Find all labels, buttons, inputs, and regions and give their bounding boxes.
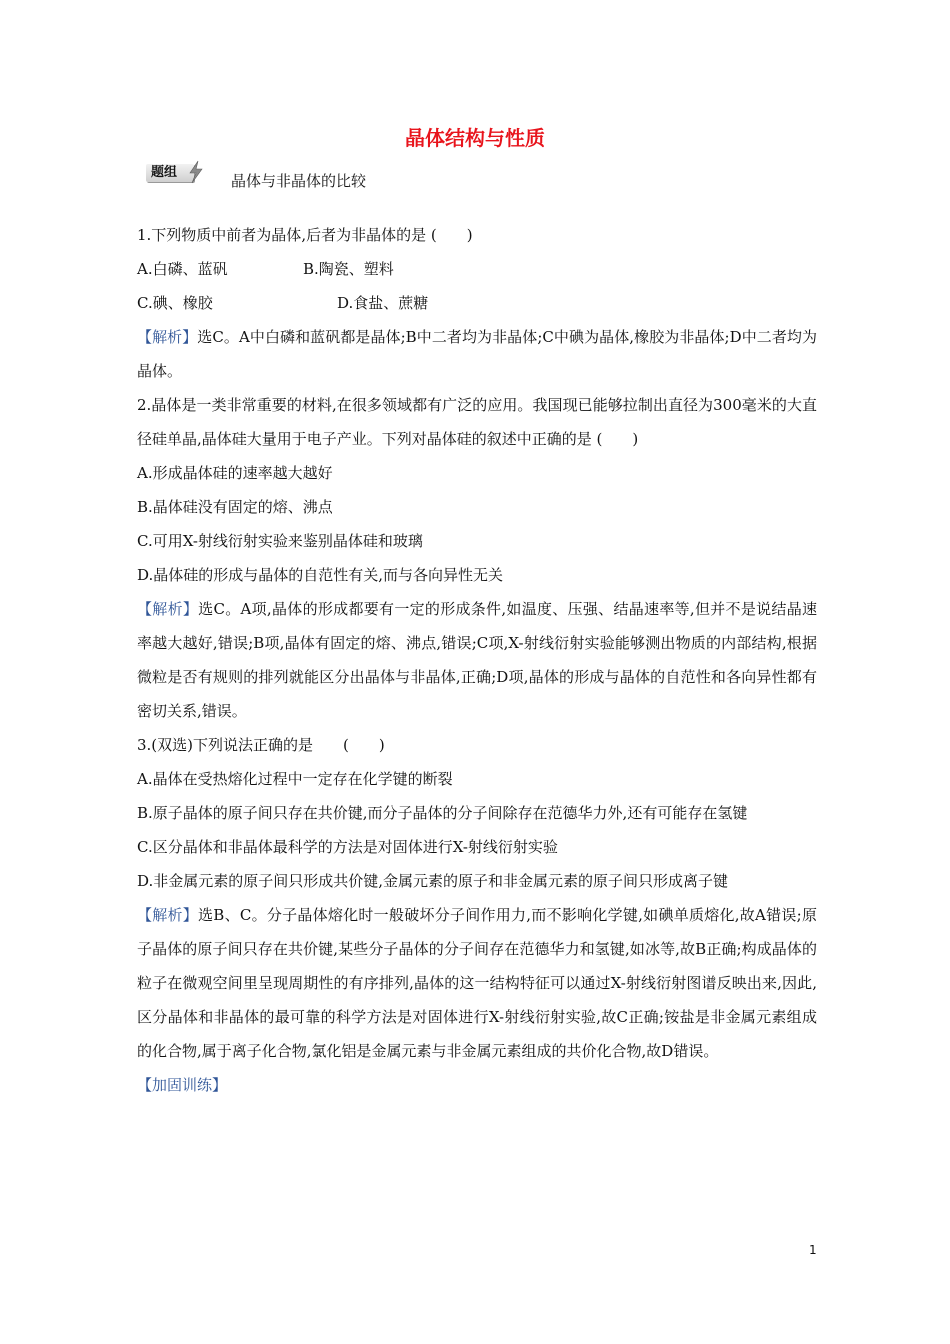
analysis-text: 选B、C。分子晶体熔化时一般破坏分子间作用力,而不影响化学键,如碘单质熔化,故A错误;原子晶体的原子间只存在共价键,某些分子晶体的分子间存在范德华力和氢键,如冰等,故B正确;构成晶体的粒子在微观空间里呈现周期性的有序排列,晶体的这一结构特征可以通过X-射线衍射图谱反映出来,因此,区分晶体和非晶体的最可靠的科学方法是对固体进行X-射线衍射实验,故C正确;铵盐是非金属元素组成的化合物,属于离子化合物,氯化铝是金属元素与非金属元素组成的共价化合物,故D错误。 bbox=[137, 906, 817, 1060]
analysis-text: 选C。A中白磷和蓝矾都是晶体;B中二者均为非晶体;C中碘为晶体,橡胶为非晶体;D中二者均为晶体。 bbox=[137, 328, 817, 380]
analysis-tag: 【解析】 bbox=[137, 600, 199, 618]
question-3-option-d: D.非金属元素的原子间只形成共价键,金属元素的原子和非金属元素的原子间只形成离子键 bbox=[137, 872, 729, 890]
question-1-options-row-1 bbox=[137, 252, 817, 286]
lightning-icon bbox=[186, 160, 204, 184]
question-2-option-d: D.晶体硅的形成与晶体的自范性有关,而与各向异性无关 bbox=[137, 566, 504, 584]
group-title: 晶体与非晶体的比较 bbox=[231, 172, 367, 190]
question-3-option-c: C.区分晶体和非晶体最科学的方法是对固体进行X-射线衍射实验 bbox=[137, 838, 558, 856]
training-heading: 【加固训练】 bbox=[137, 1076, 228, 1094]
question-1-options-row-2 bbox=[137, 286, 817, 320]
analysis-text: 选C。A项,晶体的形成都要有一定的形成条件,如温度、压强、结晶速率等,但并不是说结晶速率越大越好,错误;B项,晶体有固定的熔、沸点,错误;C项,X-射线衍射实验能够测出物质的内部结构,根据微粒是否有规则的排列就能区分出晶体与非晶体,正确;D项,晶体的形成与晶体的自范性和各向异性都有密切关系,错误。 bbox=[137, 600, 817, 720]
question-1-option-d: D.食盐、蔗糖 bbox=[337, 294, 429, 312]
document-title: 晶体结构与性质 bbox=[405, 126, 545, 150]
question-2-stem: 2.晶体是一类非常重要的材料,在很多领域都有广泛的应用。我国现已能够拉制出直径为300毫米的大直径硅单晶,晶体硅大量用于电子产业。下列对晶体硅的叙述中正确的是 ( ) bbox=[137, 396, 817, 448]
question-2-option-b: B.晶体硅没有固定的熔、沸点 bbox=[137, 498, 333, 516]
question-3-stem: 3.(双选)下列说法正确的是 ( ) bbox=[137, 736, 385, 754]
content bbox=[137, 218, 817, 1102]
badge-label: 题组 bbox=[151, 165, 178, 180]
question-3-option-a: A.晶体在受热熔化过程中一定存在化学键的断裂 bbox=[137, 770, 453, 788]
group-badge bbox=[146, 160, 206, 186]
page-number: 1 bbox=[809, 1243, 817, 1257]
question-2-option-a: A.形成晶体硅的速率越大越好 bbox=[137, 464, 333, 482]
question-2-analysis bbox=[137, 592, 817, 728]
question-3-option-b: B.原子晶体的原子间只存在共价键,而分子晶体的分子间除存在范德华力外,还有可能存在氢键 bbox=[137, 804, 748, 822]
question-1-option-c: C.碘、橡胶 bbox=[137, 294, 213, 312]
question-1-stem: 1.下列物质中前者为晶体,后者为非晶体的是 ( ) bbox=[137, 226, 473, 244]
question-2-option-c: C.可用X-射线衍射实验来鉴别晶体硅和玻璃 bbox=[137, 532, 423, 550]
question-1-option-a: A.白磷、蓝矾 bbox=[137, 260, 228, 278]
analysis-tag: 【解析】 bbox=[137, 328, 198, 346]
analysis-tag: 【解析】 bbox=[137, 906, 199, 924]
question-3-analysis bbox=[137, 898, 817, 1068]
question-1-option-b: B.陶瓷、塑料 bbox=[303, 260, 394, 278]
question-1-analysis bbox=[137, 320, 817, 388]
